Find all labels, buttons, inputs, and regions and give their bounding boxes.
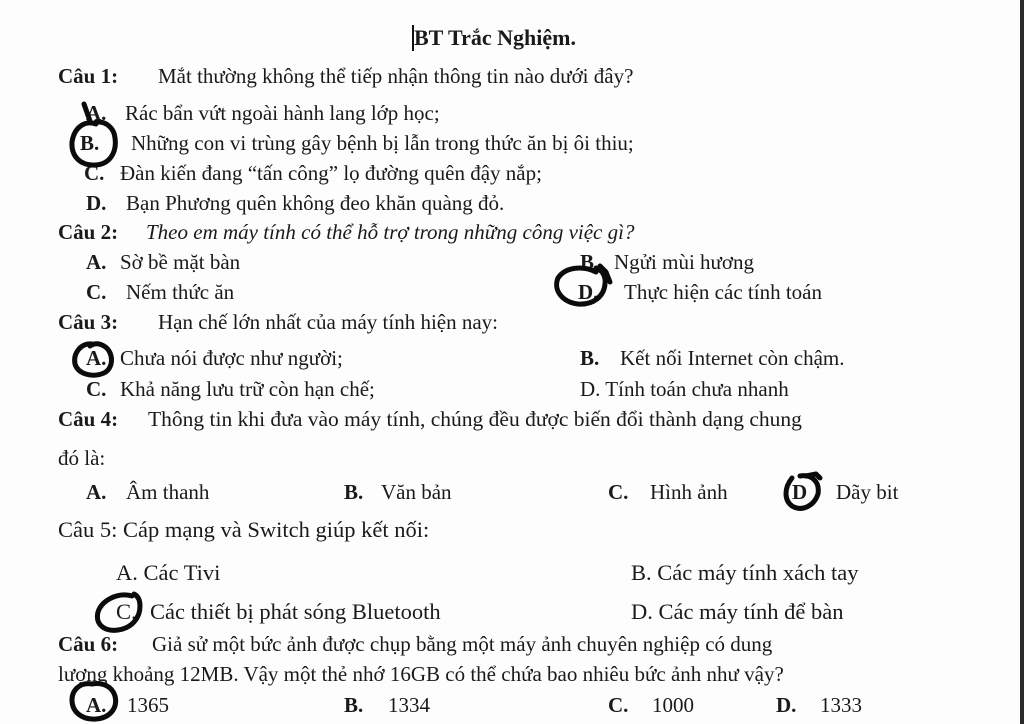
q5-option-c: Các thiết bị phát sóng Bluetooth (150, 599, 441, 624)
q2-answer-d-hook (600, 266, 610, 282)
q4-option-c: Hình ảnh (650, 480, 728, 504)
q3-option-a: Chưa nói được như người; (120, 346, 343, 370)
q2-option-b-key: B. (580, 250, 600, 274)
q4-text: Thông tin khi đưa vào máy tính, chúng đều được biến đổi thành dạng chung (148, 407, 802, 431)
q3-option-a-key: A. (86, 346, 107, 370)
q2-option-c-key: C. (86, 280, 107, 304)
q5-option-b: B. Các máy tính xách tay (631, 560, 859, 585)
q3-text: Hạn chế lớn nhất của máy tính hiện nay: (158, 310, 498, 334)
q2-option-c: Nếm thức ăn (126, 280, 235, 304)
q1-option-d-key: D. (86, 191, 107, 215)
q5-text: Câu 5: Cáp mạng và Switch giúp kết nối: (58, 517, 430, 542)
q4-option-c-key: C. (608, 480, 629, 504)
q4-text-cont: đó là: (58, 446, 106, 470)
q4-answer-d-hook (806, 474, 820, 478)
q5-option-a: A. Các Tivi (116, 560, 221, 585)
q1-option-c: Đàn kiến đang “tấn công” lọ đường quên đậy nắp; (120, 161, 542, 185)
q6-option-d-key: D. (776, 693, 797, 717)
q6-option-a: 1365 (127, 693, 169, 717)
q5-option-d: D. Các máy tính để bàn (631, 599, 844, 624)
q1-option-d: Bạn Phương quên không đeo khăn quàng đỏ. (126, 191, 505, 215)
q5-option-c-key: C. (116, 599, 137, 624)
q3-option-d: D. Tính toán chưa nhanh (580, 377, 789, 401)
q1-option-a-key: A. (86, 101, 107, 125)
q2-text: Theo em máy tính có thể hỗ trợ trong những công việc gì? (146, 220, 635, 244)
q6-option-c: 1000 (652, 693, 694, 717)
q1-option-b-key: B. (80, 131, 100, 155)
q3-option-b-key: B. (580, 346, 600, 370)
q4-label: Câu 4: (58, 407, 119, 431)
q6-option-a-key: A. (86, 693, 107, 717)
q2-option-d: Thực hiện các tính toán (624, 280, 822, 304)
q2-option-d-key: D. (578, 280, 599, 304)
q6-text-cont: lượng khoảng 12MB. Vậy một thẻ nhớ 16GB có thể chứa bao nhiêu bức ảnh như vậy? (58, 662, 784, 686)
q1-option-b: Những con vi trùng gây bệnh bị lẫn trong thức ăn bị ôi thiu; (131, 131, 634, 155)
q4-option-a: Âm thanh (126, 480, 210, 504)
q4-option-d-key: D (792, 480, 808, 504)
q6-option-b-key: B. (344, 693, 364, 717)
q6-option-b: 1334 (388, 693, 430, 717)
q2-option-a: Sờ bề mặt bàn (120, 250, 241, 274)
q3-option-c-key: C. (86, 377, 107, 401)
q4-option-d: Dãy bit (836, 480, 899, 504)
q2-option-b: Ngửi mùi hương (614, 250, 755, 274)
q2-label: Câu 2: (58, 220, 119, 244)
q4-option-b: Văn bản (381, 480, 452, 504)
q3-option-c: Khả năng lưu trữ còn hạn chế; (120, 377, 375, 401)
q4-option-a-key: A. (86, 480, 107, 504)
q6-text: Giả sử một bức ảnh được chụp bằng một máy ảnh chuyên nghiệp có dung (152, 632, 773, 656)
q4-option-b-key: B. (344, 480, 364, 504)
q1-option-a: Rác bẩn vứt ngoài hành lang lớp học; (125, 101, 440, 125)
q3-option-b: Kết nối Internet còn chậm. (620, 346, 845, 370)
q3-label: Câu 3: (58, 310, 119, 334)
page-title: BT Trắc Nghiệm. (414, 25, 576, 50)
q6-label: Câu 6: (58, 632, 119, 656)
q6-option-c-key: C. (608, 693, 629, 717)
q1-label: Câu 1: (58, 64, 119, 88)
photo-edge (1020, 0, 1024, 724)
q1-option-c-key: C. (84, 161, 105, 185)
q6-option-d: 1333 (820, 693, 862, 717)
q1-text: Mắt thường không thể tiếp nhận thông tin nào dưới đây? (158, 64, 634, 88)
q2-option-a-key: A. (86, 250, 107, 274)
